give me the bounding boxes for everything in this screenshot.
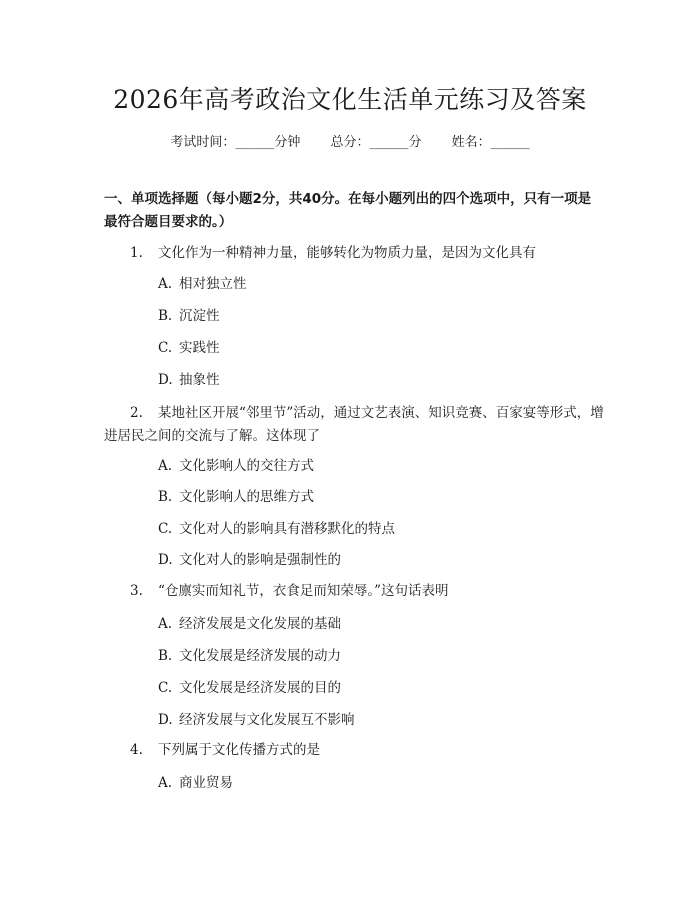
option-text: 实践性 — [179, 340, 220, 356]
option-letter: B. — [158, 308, 173, 324]
option-letter: A. — [158, 775, 173, 791]
exam-meta — [0, 131, 700, 150]
option-letter: D. — [158, 372, 173, 388]
option-2a — [158, 456, 314, 476]
option-2b — [158, 487, 314, 507]
option-text: 文化影响人的思维方式 — [179, 489, 314, 505]
option-text: 沉淀性 — [179, 308, 220, 324]
option-text: 文化发展是经济发展的目的 — [179, 680, 341, 696]
option-1a — [158, 274, 247, 294]
option-letter: D. — [158, 552, 173, 568]
option-4a — [158, 773, 233, 793]
option-3b — [158, 646, 341, 666]
option-2c — [158, 519, 395, 539]
question-text: “仓廪实而知礼节，衣食足而知荣辱。”这句话表明 — [158, 583, 449, 599]
question-2 — [104, 402, 604, 448]
option-letter: C. — [158, 340, 173, 356]
question-number: 1. — [130, 245, 143, 261]
question-number: 4. — [130, 742, 143, 758]
option-1b — [158, 306, 220, 326]
option-letter: C. — [158, 521, 173, 537]
question-number: 3. — [130, 583, 143, 599]
option-3a — [158, 614, 341, 634]
question-4 — [104, 739, 604, 762]
total-score-field: 总分：______分 — [330, 135, 422, 150]
option-letter: C. — [158, 680, 173, 696]
option-3d — [158, 710, 355, 730]
option-letter: B. — [158, 489, 173, 505]
question-number: 2. — [130, 405, 143, 421]
option-text: 经济发展与文化发展互不影响 — [179, 712, 355, 728]
option-letter: A. — [158, 276, 173, 292]
option-2d — [158, 550, 341, 570]
option-text: 文化对人的影响是强制性的 — [179, 552, 341, 568]
question-3 — [104, 580, 604, 603]
page-title: 2026年高考政治文化生活单元练习及答案 — [113, 85, 587, 114]
option-letter: A. — [158, 458, 173, 474]
option-1d — [158, 370, 220, 390]
option-text: 文化影响人的交往方式 — [179, 458, 314, 474]
option-letter: B. — [158, 648, 173, 664]
option-text: 文化发展是经济发展的动力 — [179, 648, 341, 664]
student-name-field: 姓名：______ — [451, 135, 530, 150]
section-heading: 一、单项选择题（每小题2分，共40分。在每小题列出的四个选项中，只有一项是最符合题目要求的。） — [104, 191, 592, 230]
option-letter: D. — [158, 712, 173, 728]
option-letter: A. — [158, 616, 173, 632]
option-text: 商业贸易 — [179, 775, 233, 791]
question-1 — [104, 242, 604, 265]
option-3c — [158, 678, 341, 698]
option-text: 经济发展是文化发展的基础 — [179, 616, 341, 632]
question-text: 某地社区开展“邻里节”活动，通过文艺表演、知识竞赛、百家宴等形式，增进居民之间的交流与了解。这体现了 — [104, 405, 604, 444]
exam-time-field: 考试时间：______分钟 — [170, 135, 301, 150]
option-1c — [158, 338, 220, 358]
option-text: 相对独立性 — [179, 276, 247, 292]
question-text: 下列属于文化传播方式的是 — [158, 742, 320, 758]
option-text: 抽象性 — [179, 372, 220, 388]
question-text: 文化作为一种精神力量，能够转化为物质力量，是因为文化具有 — [158, 245, 536, 261]
option-text: 文化对人的影响具有潜移默化的特点 — [179, 521, 395, 537]
